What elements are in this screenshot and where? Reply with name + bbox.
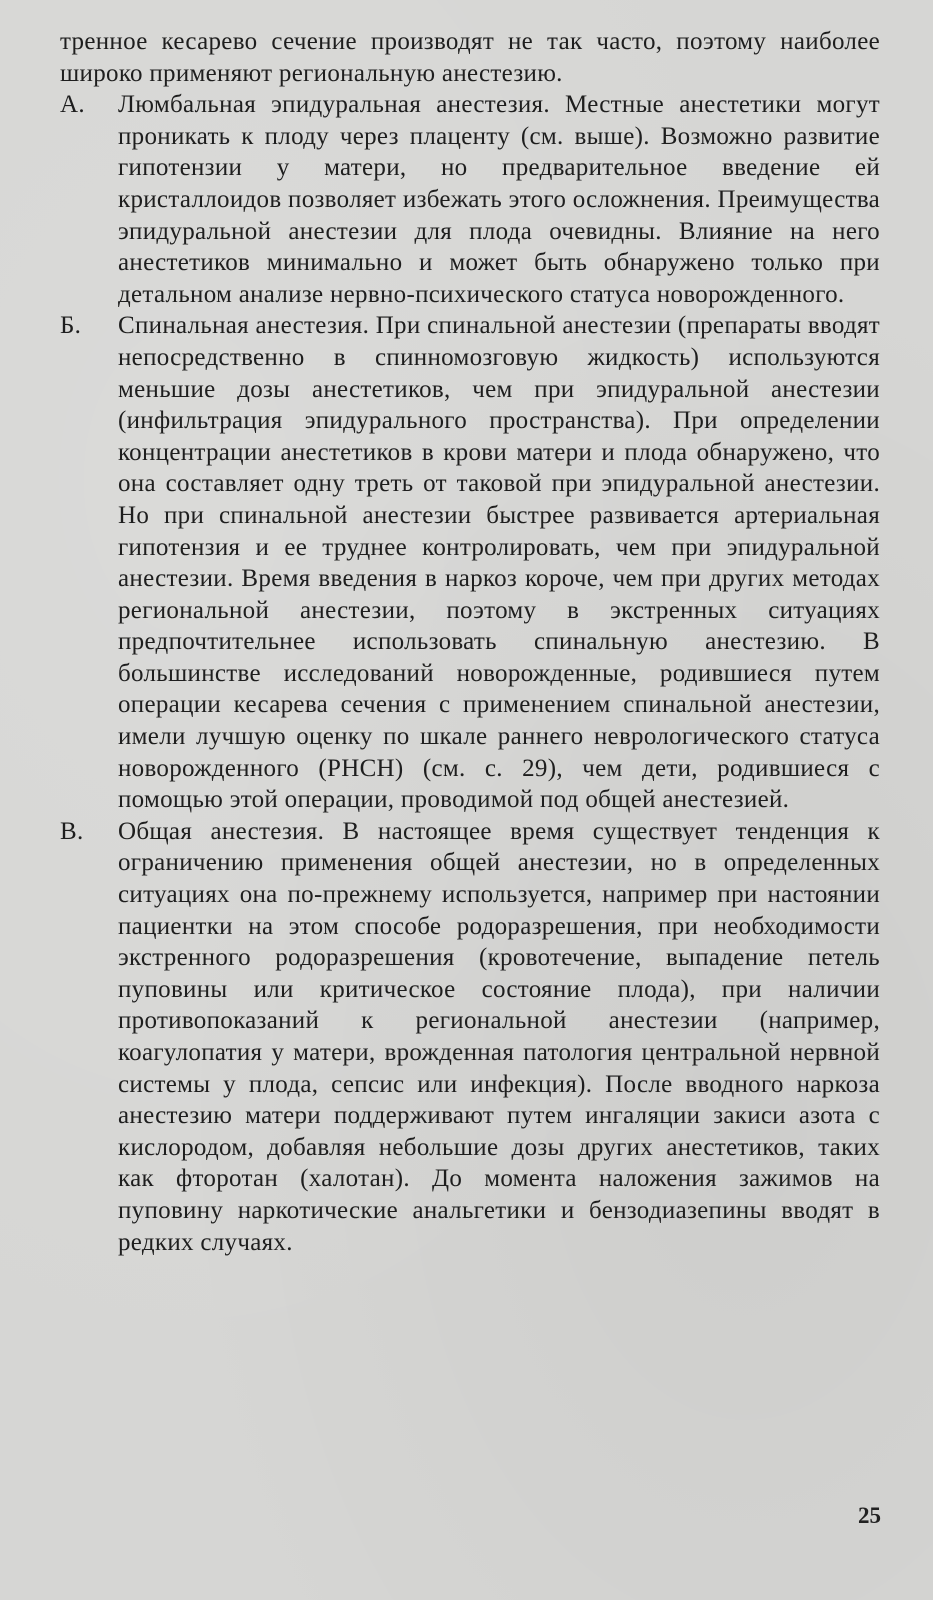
list-marker: В.: [60, 817, 84, 845]
list-item-text: Общая анестезия. В настоящее время существует тенденция к ограничению применения общей анестезии, но в определенных ситуациях она по-прежнему используется, например при настоянии пациентки на этом способе родоразрешения, при необходимости экстренного родоразрешения (кровотечение, выпадение петель пуповины или критическое состояние плода), при наличии противопоказаний к региональной анестезии (например, коагулопатия у матери, врожденная патология центральной нервной системы у плода, сепсис или инфекция). После вводного наркоза анестезию матери поддерживают путем ингаляции закиси азота с кислородом, добавляя небольшие дозы других анестетиков, таких как фторотан (халотан). До момента наложения зажимов на пуповину наркотические анальгетики и бензодиазепины вводят в редких случаях.: [118, 817, 880, 1256]
page-body: [60, 26, 880, 1258]
list-item-v: [60, 816, 880, 1258]
list-marker: Б.: [60, 312, 82, 340]
page-number: 25: [858, 1503, 881, 1528]
list-marker: А.: [60, 91, 85, 119]
intro-paragraph: тренное кесарево сечение производят не так часто, поэтому наиболее широко применяют региональную анестезию.: [60, 28, 880, 87]
list-item-text: Люмбальная эпидуральная анестезия. Местные анестетики могут проникать к плоду через плаценту (см. выше). Возможно развитие гипотензии у матери, но предварительное введение ей кристаллоидов позволяет избежать этого осложнения. Преимущества эпидуральной анестезии для плода очевидны. Влияние на него анестетиков минимально и может быть обнаружено только при детальном анализе нервно-психического статуса новорожденного.: [118, 91, 880, 308]
list-item-b: [60, 310, 880, 816]
list-item-text: Спинальная анестезия. При спинальной анестезии (препараты вводят непосредственно в спинномозговую жидкость) используются меньшие дозы анестетиков, чем при эпидуральной анестезии (инфильтрация эпидурального пространства). При определении концентрации анестетиков в крови матери и плода обнаружено, что она составляет одну треть от таковой при эпидуральной анестезии. Но при спинальной анестезии быстрее развивается артериальная гипотензия и ее труднее контролировать, чем при эпидуральной анестезии. Время введения в наркоз короче, чем при других методах региональной анестезии, поэтому в экстренных ситуациях предпочтительнее использовать спинальную анестезию. В большинстве исследований новорожденные, родившиеся путем операции кесарева сечения с применением спинальной анестезии, имели лучшую оценку по шкале раннего неврологического статуса новорожденного (РНСН) (см. с. 29), чем дети, родившиеся с помощью этой операции, проводимой под общей анестезией.: [118, 312, 880, 814]
list-item-a: [60, 89, 880, 310]
